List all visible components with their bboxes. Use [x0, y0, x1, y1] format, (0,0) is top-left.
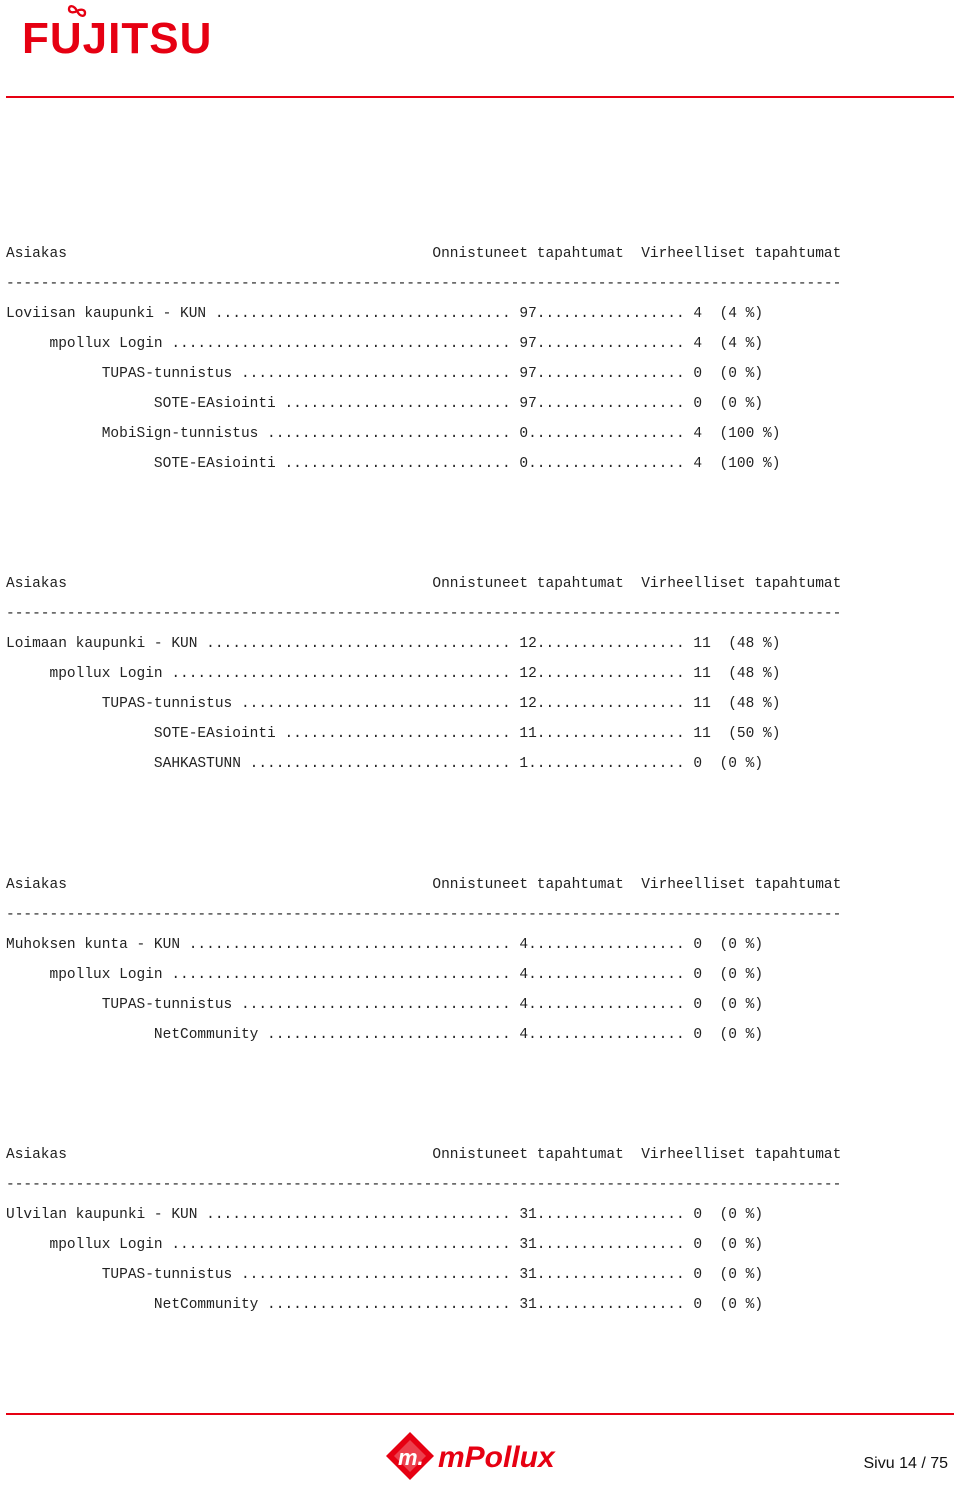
report-row: TUPAS-tunnistus ............................... 4.................. 0 (0 %) — [6, 997, 764, 1013]
section-3-header: Asiakas Onnistuneet tapahtumat Virheelliset tapahtumat — [6, 877, 842, 893]
report-row: NetCommunity ............................ 4.................. 0 (0 %) — [6, 1027, 764, 1043]
section-1-header: Asiakas Onnistuneet tapahtumat Virheelliset tapahtumat — [6, 246, 842, 262]
report-row: SOTE-EAsiointi .......................... 0.................. 4 (100 %) — [6, 456, 781, 472]
mpollux-logo-mark: m. — [398, 1445, 424, 1470]
section-3-divider: ------------------------------------------------------------------------------------------------ — [6, 907, 842, 923]
section-4-divider: ------------------------------------------------------------------------------------------------ — [6, 1177, 842, 1193]
fujitsu-logo — [22, 6, 212, 72]
report-row: mpollux Login ....................................... 4.................. 0 (0 %) — [6, 967, 764, 983]
section-4-header: Asiakas Onnistuneet tapahtumat Virheelliset tapahtumat — [6, 1147, 842, 1163]
report-row: Loimaan kaupunki - KUN ................................... 12................. 11 (48 %) — [6, 636, 781, 652]
fujitsu-logo-text: FUJITSU — [22, 14, 213, 63]
section-2-header: Asiakas Onnistuneet tapahtumat Virheelliset tapahtumat — [6, 576, 842, 592]
report-row: mpollux Login ....................................... 12................. 11 (48 %) — [6, 666, 781, 682]
page-number: Sivu 14 / 75 — [863, 1455, 948, 1472]
mpollux-logo-text: mPollux — [438, 1441, 555, 1474]
infinity-logo-icon — [66, 0, 88, 22]
report-row: SOTE-EAsiointi .......................... 97................. 0 (0 %) — [6, 396, 764, 412]
report-row: Muhoksen kunta - KUN ..................................... 4.................. 0 (0 %) — [6, 937, 764, 953]
report-row: TUPAS-tunnistus ............................... 12................. 11 (48 %) — [6, 696, 781, 712]
footer-divider — [6, 1413, 954, 1415]
report-row: MobiSign-tunnistus ............................ 0.................. 4 (100 %) — [6, 426, 781, 442]
section-2-divider: ------------------------------------------------------------------------------------------------ — [6, 606, 842, 622]
report-row: SAHKASTUNN .............................. 1.................. 0 (0 %) — [6, 756, 764, 772]
report-row: Ulvilan kaupunki - KUN ................................... 31................. 0 (0 %) — [6, 1207, 764, 1223]
report-row: Loviisan kaupunki - KUN .................................. 97................. 4 (4 %) — [6, 306, 764, 322]
report-row: TUPAS-tunnistus ............................... 97................. 0 (0 %) — [6, 366, 764, 382]
report-row: NetCommunity ............................ 31................. 0 (0 %) — [6, 1297, 764, 1313]
report-row: TUPAS-tunnistus ............................... 31................. 0 (0 %) — [6, 1267, 764, 1283]
section-1-divider: ------------------------------------------------------------------------------------------------ — [6, 276, 842, 292]
report-row: mpollux Login ....................................... 97................. 4 (4 %) — [6, 336, 764, 352]
report-row: mpollux Login ....................................... 31................. 0 (0 %) — [6, 1237, 764, 1253]
report-row: SOTE-EAsiointi .......................... 11................. 11 (50 %) — [6, 726, 781, 742]
header-divider — [6, 96, 954, 98]
